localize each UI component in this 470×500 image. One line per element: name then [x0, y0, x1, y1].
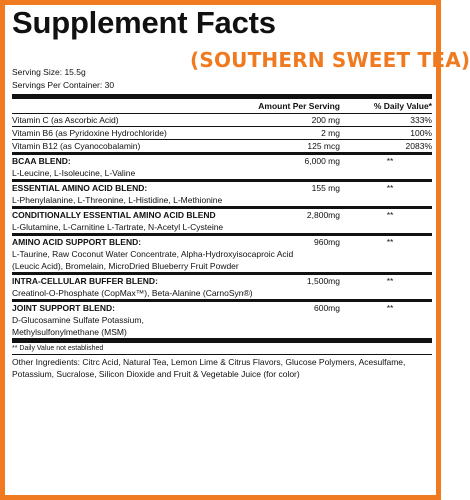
blend-ingredients: Creatinol-O-Phosphate (CopMax™), Beta-Alanine (CarnoSyn®): [12, 288, 253, 298]
vitamin-row: [12, 140, 432, 155]
blend-ingredients: L-Glutamine, L-Carnitine L-Tartrate, N-Acetyl L-Cysteine: [12, 222, 224, 232]
blend-section: [12, 155, 432, 182]
facts-table: [12, 100, 432, 380]
blend-name: ESSENTIAL AMINO ACID BLEND:: [12, 183, 148, 193]
blend-name: CONDITIONALLY ESSENTIAL AMINO ACID BLEND: [12, 210, 216, 220]
blend-name: INTRA-CELLULAR BUFFER BLEND:: [12, 276, 158, 286]
blend-header: [12, 236, 432, 248]
panel-title: Supplement Facts: [12, 5, 276, 40]
blend-header: [12, 209, 432, 221]
supplement-facts-panel: [12, 5, 470, 379]
blend-dv: **: [386, 183, 394, 193]
blend-section: [12, 236, 432, 275]
daily-value-footnote: ** Daily Value not established: [12, 343, 432, 355]
vitamin-dv: 333%: [410, 115, 432, 125]
blend-section: [12, 209, 432, 236]
blend-section: [12, 275, 432, 302]
serving-size: Serving Size: 15.5g: [12, 67, 86, 77]
vitamin-dv: 100%: [410, 128, 432, 138]
blend-header: [12, 155, 432, 167]
blend-amount: 6,000 mg: [304, 156, 340, 166]
blend-dv: **: [386, 276, 394, 286]
blend-header: [12, 182, 432, 194]
vitamin-name: Vitamin C (as Ascorbic Acid): [12, 115, 119, 125]
dv-header: % Daily Value*: [373, 101, 432, 111]
blend-ingredients: L-Leucine, L-Isoleucine, L-Valine: [12, 168, 136, 178]
vitamin-amount: 125 mcg: [307, 141, 340, 151]
blend-amount: 600mg: [314, 303, 340, 313]
serving-info: [12, 66, 114, 92]
vitamin-dv: 2083%: [405, 141, 432, 151]
blend-amount: 155 mg: [311, 183, 340, 193]
blend-dv: **: [386, 237, 394, 247]
blend-header: [12, 302, 432, 314]
vitamin-name: Vitamin B12 (as Cyanocobalamin): [12, 141, 141, 151]
blend-amount: 960mg: [314, 237, 340, 247]
blend-ingredients: L-Taurine, Raw Coconut Water Concentrate, Alpha-Hydroxyisocaproic Acid (Leucic Acid), Bromelain, MicroDried Blueberry Fruit Powder: [12, 249, 294, 271]
vitamin-amount: 200 mg: [311, 115, 340, 125]
other-ingredients: Other Ingredients: Citrc Acid, Natural Tea, Lemon Lime & Citrus Flavors, Glucose Polymers, Acesulfame, Potassium, Sucralose, Silicon Dioxide and Fruit & Vegetable Juice (for color): [12, 357, 406, 379]
vitamin-row: [12, 114, 432, 127]
blend-section: [12, 182, 432, 209]
amount-header: Amount Per Serving: [258, 101, 340, 111]
thick-divider: [12, 94, 432, 99]
footer-notes: [12, 343, 432, 380]
blend-name: BCAA BLEND:: [12, 156, 71, 166]
blend-dv: **: [386, 156, 394, 166]
blend-header: [12, 275, 432, 287]
table-header: [12, 100, 432, 114]
blend-name: JOINT SUPPORT BLEND:: [12, 303, 115, 313]
blend-ingredients: L-Phenylalanine, L-Threonine, L-Histidine, L-Methionine: [12, 195, 223, 205]
vitamin-name: Vitamin B6 (as Pyridoxine Hydrochloride): [12, 128, 167, 138]
servings-per-container: Servings Per Container: 30: [12, 80, 115, 90]
blend-section: [12, 302, 432, 343]
blend-amount: 1,500mg: [306, 276, 340, 286]
blend-dv: **: [386, 303, 394, 313]
blend-ingredients: D-Glucosamine Sulfate Potassium, Methylsulfonylmethane (MSM): [12, 315, 144, 337]
vitamin-amount: 2 mg: [321, 128, 340, 138]
vitamin-row: [12, 127, 432, 140]
blend-name: AMINO ACID SUPPORT BLEND:: [12, 237, 142, 247]
blend-dv: **: [386, 210, 394, 220]
blend-amount: 2,800mg: [306, 210, 340, 220]
flavor-name: (SOUTHERN SWEET TEA): [190, 48, 470, 72]
